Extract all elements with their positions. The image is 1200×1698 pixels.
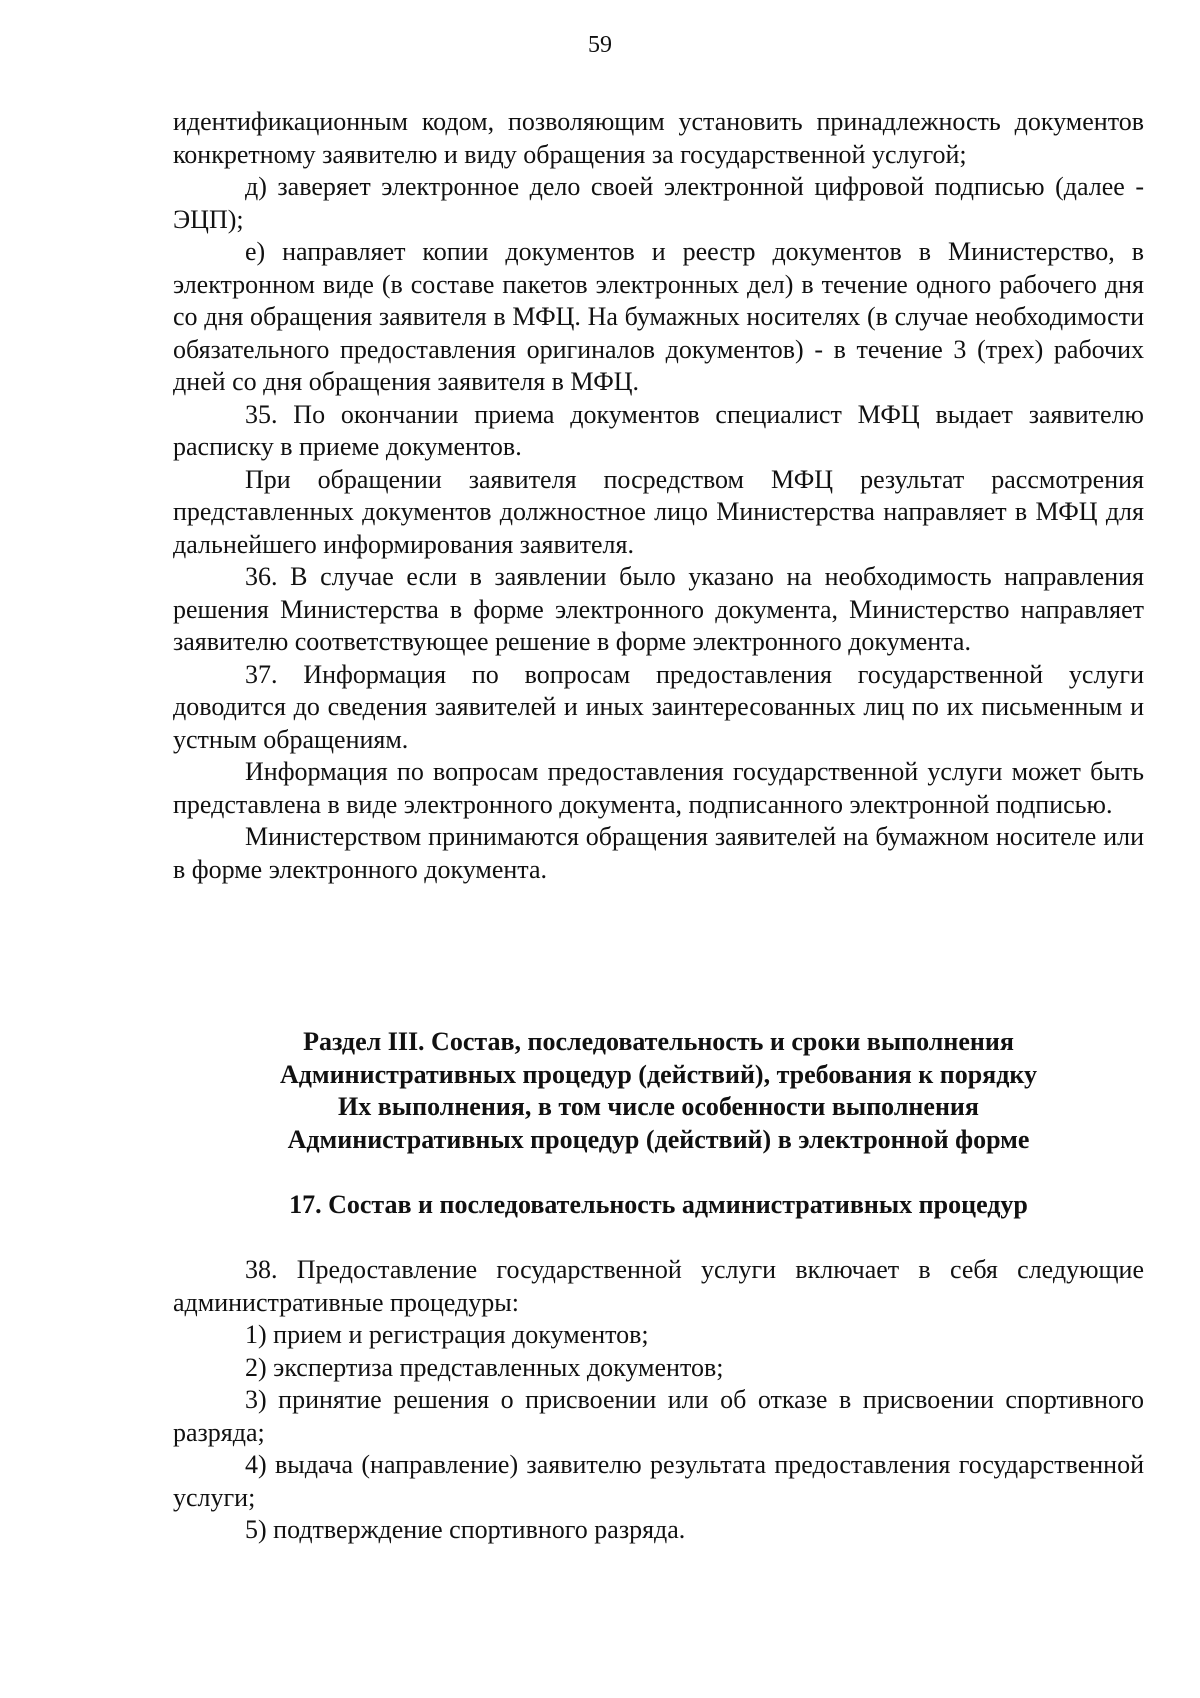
paragraph: д) заверяет электронное дело своей электронной цифровой подписью (далее - ЭЦП);: [173, 172, 1144, 234]
list-item: 2) экспертиза представленных документов;: [245, 1352, 724, 1382]
paragraph: идентификационным кодом, позволяющим установить принадлежность документов конкретному заявителю и виду обращения за государственной услугой;: [173, 107, 1144, 169]
list-intro: 38. Предоставление государственной услуги включает в себя следующие административные процедуры:: [173, 1255, 1144, 1317]
section-heading: [173, 1026, 1144, 1156]
paragraph: е) направляет копии документов и реестр документов в Министерство, в электронном виде (в составе пакетов электронных дел) в течение одного рабочего дня со дня обращения заявителя в МФЦ. На бумажных носителях (в случае необходимости обязательного предоставления оригиналов документов) - в течение 3 (трех) рабочих дней со дня обращения заявителя в МФЦ.: [173, 237, 1144, 396]
section-heading-line: Административных процедур (действий) в электронной форме: [287, 1124, 1030, 1154]
section-heading-line: Их выполнения, в том числе особенности выполнения: [338, 1092, 979, 1121]
section-heading-line: Раздел III. Состав, последовательность и сроки выполнения: [303, 1027, 1014, 1056]
list-item: 1) прием и регистрация документов;: [245, 1320, 649, 1349]
paragraph: 36. В случае если в заявлении было указано на необходимость направления решения Министерства в форме электронного документа, Министерство направляет заявителю соответствующее решение в форме электронного документа.: [173, 562, 1144, 656]
list-item: 3) принятие решения о присвоении или об отказе в присвоении спортивного разряда;: [173, 1385, 1144, 1447]
paragraph: 37. Информация по вопросам предоставления государственной услуги доводится до сведения заявителей и иных заинтересованных лиц по их письменным и устным обращениям.: [173, 659, 1144, 754]
list-item: 5) подтверждение спортивного разряда.: [245, 1515, 686, 1544]
subsection-heading: 17. Состав и последовательность административных процедур: [289, 1190, 1028, 1219]
paragraph: Министерством принимаются обращения заявителей на бумажном носителе или в форме электронного документа.: [173, 822, 1144, 884]
body-text: [173, 106, 1144, 886]
list-item: 4) выдача (направление) заявителю результата предоставления государственной услуги;: [173, 1450, 1144, 1512]
procedure-list: [173, 1254, 1144, 1547]
paragraph: Информация по вопросам предоставления государственной услуги может быть представлена в виде электронного документа, подписанного электронной подписью.: [173, 757, 1144, 819]
page-number: 59: [588, 32, 612, 58]
paragraph: При обращении заявителя посредством МФЦ результат рассмотрения представленных документов должностное лицо Министерства направляет в МФЦ для дальнейшего информирования заявителя.: [173, 464, 1144, 559]
paragraph: 35. По окончании приема документов специалист МФЦ выдает заявителю расписку в приеме документов.: [173, 399, 1144, 461]
section-heading-line: Административных процедур (действий), требования к порядку: [279, 1059, 1038, 1089]
